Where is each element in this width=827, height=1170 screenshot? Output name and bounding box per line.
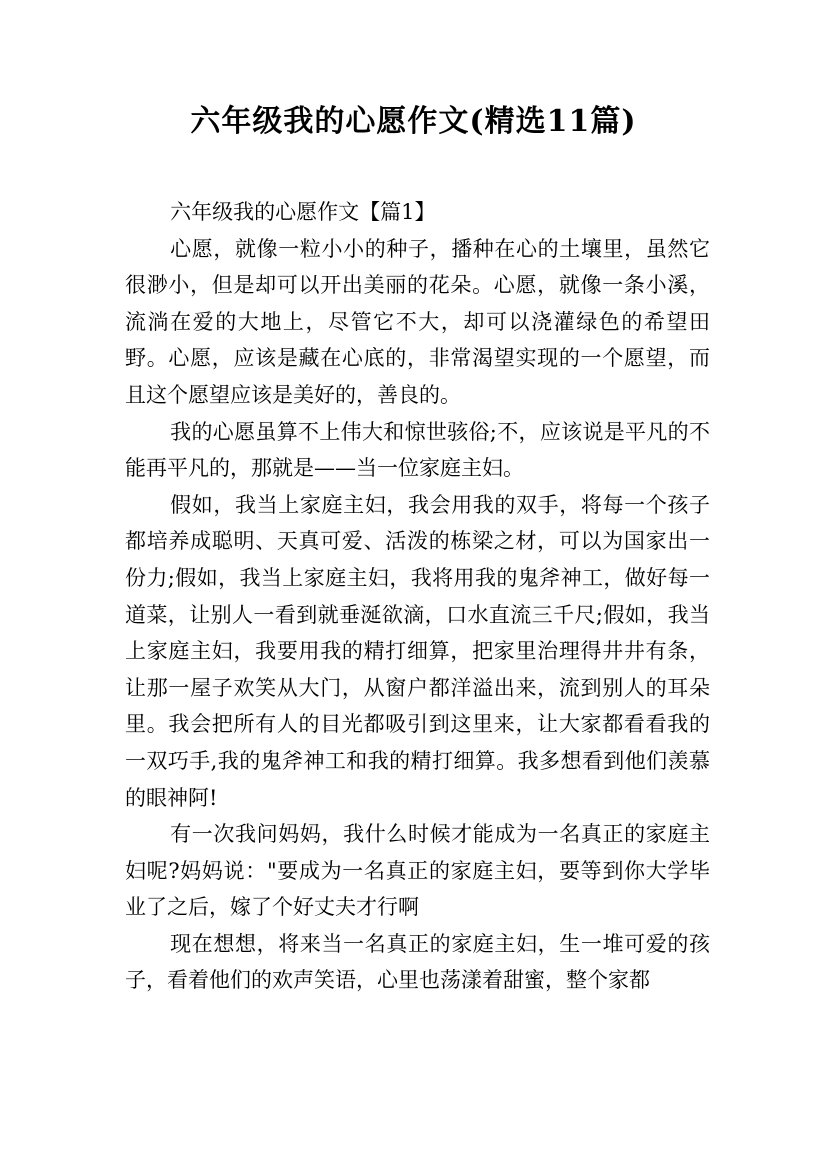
document-title: 六年级我的心愿作文(精选11篇) [190, 104, 637, 139]
paragraph: 现在想想，将来当一名真正的家庭主妇，生一堆可爱的孩子，看着他们的欢声笑语，心里也荡漾着甜蜜，整个家都 [125, 931, 710, 993]
paragraph: 假如，我当上家庭主妇，我会用我的双手，将每一个孩子都培养成聪明、天真可爱、活泼的栋梁之材，可以为国家出一份力;假如，我当上家庭主妇，我将用我的鬼斧神工，做好每一道菜，让别人一看到就垂涎欲滴，口水直流三千尺;假如，我当上家庭主妇，我要用我的精打细算，把家里治理得井井有条，让那一屋子欢笑从大门，从窗户都洋溢出来，流到别人的耳朵里。我会把所有人的目光都吸引到这里来，让大家都看看我的一双巧手,我的鬼斧神工和我的精打细算。我多想看到他们羡慕的眼神阿! [125, 492, 710, 810]
paragraph: 有一次我问妈妈，我什么时候才能成为一名真正的家庭主妇呢?妈妈说："要成为一名真正的家庭主妇，要等到你大学毕业了之后，嫁了个好丈夫才行啊 [125, 822, 710, 920]
paragraph: 心愿，就像一粒小小的种子，播种在心的土壤里，虽然它很渺小，但是却可以开出美丽的花朵。心愿，就像一条小溪，流淌在爱的大地上，尽管它不大，却可以浇灌绿色的希望田野。心愿，应该是藏在心底的，非常渴望实现的一个愿望，而且这个愿望应该是美好的，善良的。 [125, 236, 710, 407]
paragraph: 我的心愿虽算不上伟大和惊世骇俗;不，应该说是平凡的不能再平凡的，那就是——当一位家庭主妇。 [125, 419, 710, 481]
section-heading: 六年级我的心愿作文【篇1】 [170, 200, 436, 224]
document-body [125, 194, 710, 999]
